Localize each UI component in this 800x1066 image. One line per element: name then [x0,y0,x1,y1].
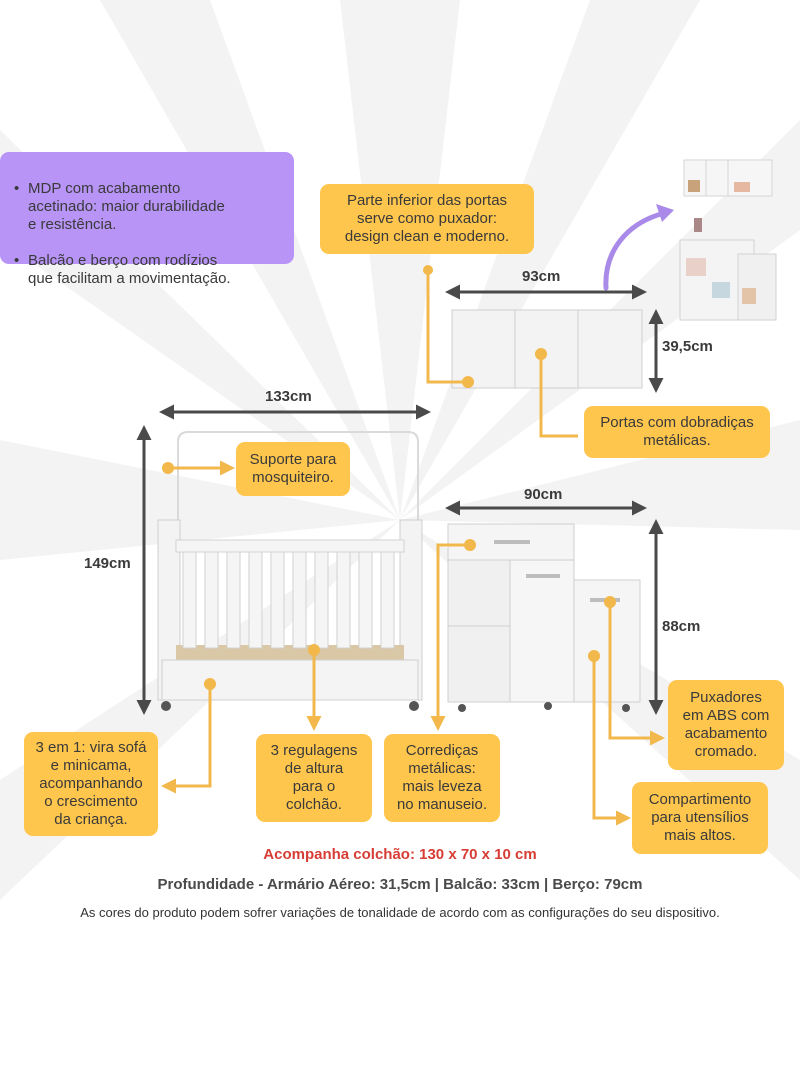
feature-item: • Balcão e berço com rodízios que facilitam a movimentação. [28,252,231,288]
wall-cabinet [452,310,642,388]
callout-compartment: Compartimento para utensílios mais altos. [632,782,768,854]
callout-3in1: 3 em 1: vira sofá e minicama, acompanhando o crescimento da criança. [24,732,158,836]
dim-wall-width: 93cm [522,268,561,285]
callout-metal-slides: Corrediças metálicas: mais leveza no manuseio. [384,734,500,822]
dim-wall-height: 39,5cm [662,338,713,355]
feature-item: • MDP com acabamento acetinado: maior durabilidade e resistência. [28,180,231,234]
depth-note: Profundidade - Armário Aéreo: 31,5cm | Balcão: 33cm | Berço: 79cm [157,876,643,893]
callout-height-settings: 3 regulagens de altura para o colchão. [256,734,372,822]
callout-doors-handle: Parte inferior das portas serve como puxador: design clean e moderno. [320,184,534,254]
color-disclaimer: As cores do produto podem sofrer variações de tonalidade de acordo com as configurações do seu dispositivo. [80,905,720,920]
callout-abs-handles: Puxadores em ABS com acabamento cromado. [668,680,784,770]
crib [158,432,422,711]
dim-crib-height: 149cm [84,555,131,572]
mattress-note: Acompanha colchão: 130 x 70 x 10 cm [263,846,537,863]
dim-cabinet-height: 88cm [662,618,701,635]
dim-crib-width: 133cm [265,388,312,405]
callout-mosquito-support: Suporte para mosquiteiro. [236,442,350,496]
dim-cabinet-width: 90cm [524,486,563,503]
callout-hinges: Portas com dobradiças metálicas. [584,406,770,458]
